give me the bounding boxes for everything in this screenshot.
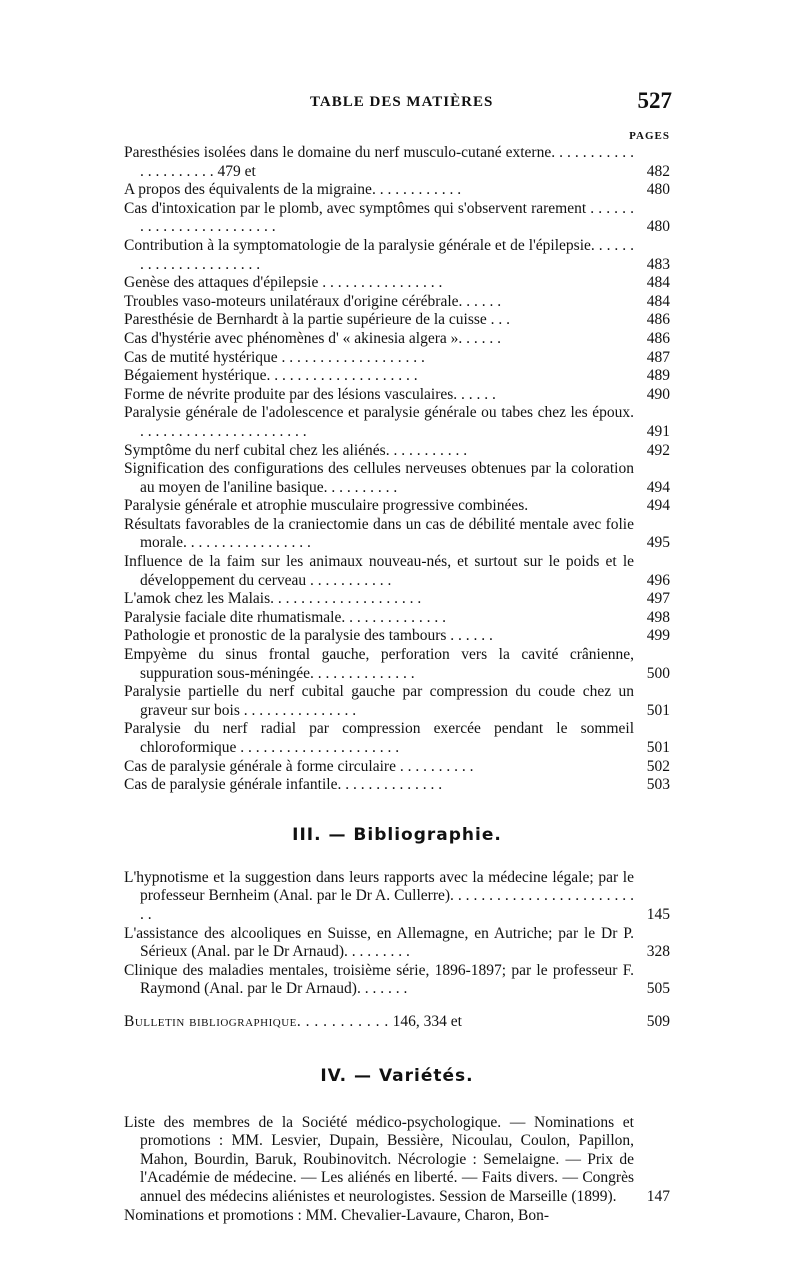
toc-entry-title: Influence de la faim sur les animaux nouveau-nés, et surtout sur le poids et le développement du cerveau . . . . . . . . . . . (124, 553, 634, 589)
toc-entry (124, 367, 670, 386)
toc-entry-page-number: 497 (646, 590, 670, 608)
toc-entry-title: Empyème du sinus frontal gauche, perforation vers la cavité crânienne, suppuration sous-méningée. . . . . . . . . . . . . . (124, 646, 634, 682)
toc-entry (124, 516, 670, 553)
running-head (124, 88, 670, 118)
toc-entry-page-number: 487 (646, 348, 670, 366)
toc-entry-title: Symptôme du nerf cubital chez les aliénés. . . . . . . . . . . (124, 441, 468, 459)
toc-entry-page-number: 483 (646, 255, 670, 273)
toc-entry-title: Cas de paralysie générale à forme circulaire . . . . . . . . . . (124, 757, 474, 775)
toc-entry-title: Paralysie générale de l'adolescence et paralysie générale ou tabes chez les époux. . . . . . . . . . . . . . . . . . . . . . . (124, 404, 634, 440)
running-title: TABLE DES MATIÈRES (310, 94, 494, 110)
toc-entry (124, 553, 670, 590)
toc-entry-page-number: 496 (646, 571, 670, 589)
toc-entry-page-number: 499 (646, 627, 670, 645)
toc-entries (124, 144, 670, 795)
toc-entry (124, 237, 670, 274)
toc-entry-title: Paralysie partielle du nerf cubital gauche par compression du coude chez un graveur sur bois . . . . . . . . . . . . . . . (124, 683, 634, 719)
bulletin-page-number: 509 (646, 1012, 670, 1030)
toc-entry-title: Liste des membres de la Société médico-psychologique. — Nominations et promotions : MM. Lesvier, Dupain, Bessière, Nicoulau, Coulon, Papillon, Mahon, Bourdin, Baruk, Roubinovitch. Nécrologie : Semelaigne. — Prix de l'Académie de médecine. — Les aliénés en liberté. — Faits divers. — Congrès annuel des médecins aliénistes et neurologistes. Session de Marseille (1899). (124, 1113, 634, 1205)
toc-entry-title: Cas d'hystérie avec phénomènes d' « akinesia algera ». . . . . . (124, 329, 502, 347)
toc-entry-title: Signification des configurations des cellules nerveuses obtenues par la coloration au moyen de l'aniline basique. . . . . . . . . . (124, 460, 634, 496)
toc-entry-page-number: 491 (646, 422, 670, 440)
toc-entries-bibliographie (124, 869, 670, 999)
toc-entry-title: Troubles vaso-moteurs unilatéraux d'origine cérébrale. . . . . . (124, 292, 502, 310)
toc-entry-page-number: 145 (646, 905, 670, 923)
toc-entry (124, 646, 670, 683)
toc-entry (124, 274, 670, 293)
toc-entry-page-number: 505 (646, 980, 670, 998)
toc-entry-title: Cas de mutité hystérique . . . . . . . . . . . . . . . . . . . (124, 348, 425, 366)
toc-entry-page-number: 495 (646, 534, 670, 552)
toc-entry-title: Résultats favorables de la craniectomie dans un cas de débilité mentale avec folie morale. . . . . . . . . . . . . . . . . (124, 515, 634, 552)
toc-entry (124, 349, 670, 368)
page-number: 527 (637, 88, 672, 113)
toc-entry-title: L'hypnotisme et la suggestion dans leurs rapports avec la médecine légale; par le professeur Bernheim (Anal. par le Dr A. Cullerre). . . . . . . . . . . . . . . . . . . . . . . . . . (124, 868, 634, 923)
toc-entry-title: Cas d'intoxication par le plomb, avec symptômes qui s'observent rarement . . . . . . . . . . . . . . . . . . . . . . . . (124, 199, 634, 236)
toc-entry-title: Paresthésies isolées dans le domaine du nerf musculo-cutané externe. . . . . . . . . . . . . . . . . . . . . 479 et (124, 144, 634, 180)
toc-entry-title: Clinique des maladies mentales, troisième série, 1896-1897; par le professeur F. Raymond (Anal. par le Dr Arnaud). . . . . . . (124, 961, 634, 998)
toc-entry (124, 442, 670, 461)
toc-entry (124, 460, 670, 497)
toc-entry-page-number: 500 (646, 664, 670, 682)
toc-entry (124, 293, 670, 312)
toc-entry (124, 386, 670, 405)
toc-entry-page-number: 494 (646, 497, 670, 515)
toc-entry (124, 627, 670, 646)
pages-column-label: PAGES (629, 130, 670, 142)
toc-entry (124, 590, 670, 609)
toc-entry-title: Nominations et promotions : MM. Chevalier-Lavaure, Charon, Bon- (124, 1206, 550, 1224)
toc-entry-title: Bégaiement hystérique. . . . . . . . . . . . . . . . . . . . (124, 367, 418, 385)
toc-entry (124, 925, 670, 962)
toc-entry-page-number: 486 (646, 311, 670, 329)
bulletin-label: Bulletin bibliographique. . . . . . . . . . . (124, 1012, 389, 1030)
toc-entry (124, 1114, 670, 1207)
toc-entry-page-number: 147 (646, 1187, 670, 1205)
toc-entry-page-number: 501 (646, 739, 670, 756)
toc-entry-page-number: 484 (646, 274, 670, 292)
toc-entry (124, 776, 670, 795)
toc-entry (124, 962, 670, 999)
page (124, 88, 670, 1225)
toc-entry-page-number: 482 (646, 162, 670, 180)
toc-entry (124, 869, 670, 925)
toc-entry (124, 330, 670, 349)
toc-entry-title: Cas de paralysie générale infantile. . . . . . . . . . . . . . (124, 776, 443, 794)
toc-entry-title: L'amok chez les Malais. . . . . . . . . . . . . . . . . . . . (124, 590, 422, 608)
toc-entry-page-number: 328 (646, 943, 670, 961)
section-heading-bibliographie: III. — Bibliographie. (292, 824, 502, 845)
toc-entry-title: Genèse des attaques d'épilepsie . . . . . . . . . . . . . . . . (124, 274, 443, 292)
toc-entry (124, 144, 670, 181)
bulletin-pages: 146, 334 et (392, 1012, 462, 1030)
toc-entry-title: Contribution à la symptomatologie de la paralysie générale et de l'épilepsie. . . . . . . . . . . . . . . . . . . . . . (124, 236, 634, 273)
toc-entry (124, 404, 670, 441)
toc-entry-title: Forme de névrite produite par des lésions vasculaires. . . . . . (124, 385, 496, 403)
toc-entry-title: Paresthésie de Bernhardt à la partie supérieure de la cuisse . . . (124, 311, 511, 329)
bulletin-entry (124, 1013, 670, 1032)
toc-entry (124, 200, 670, 237)
toc-entry-page-number: 480 (646, 218, 670, 236)
toc-entry-title: Paralysie générale et atrophie musculaire progressive combinées. (124, 497, 529, 515)
toc-entry-page-number: 484 (646, 292, 670, 310)
toc-entry (124, 181, 670, 200)
toc-entry-page-number: 502 (646, 757, 670, 775)
toc-entry (124, 497, 670, 516)
toc-entries-varietes (124, 1114, 670, 1226)
toc-entry (124, 758, 670, 777)
toc-entry-page-number: 490 (646, 385, 670, 403)
toc-entry-page-number: 489 (646, 367, 670, 385)
toc-entry-page-number: 501 (646, 701, 670, 719)
section-heading-varietes: IV. — Variétés. (320, 1065, 474, 1086)
toc-entry-page-number: 486 (646, 329, 670, 347)
toc-entry-page-number: 498 (646, 608, 670, 626)
toc-entry (124, 1207, 670, 1226)
toc-entry-title: Paralysie du nerf radial par compression exercée pendant le sommeil chloroformique . . . . . . . . . . . . . . . . . . . . . (124, 720, 634, 756)
toc-entry-page-number: 503 (646, 776, 670, 794)
toc-entry (124, 609, 670, 628)
toc-entry-title: A propos des équivalents de la migraine. . . . . . . . . . . . (124, 181, 462, 199)
toc-entry-page-number: 480 (646, 181, 670, 199)
toc-entry-title: L'assistance des alcooliques en Suisse, en Allemagne, en Autriche; par le Dr P. Sérieux (Anal. par le Dr Arnaud). . . . . . . . . (124, 924, 634, 961)
toc-entry-page-number: 492 (646, 441, 670, 459)
toc-entry (124, 683, 670, 720)
toc-entry (124, 311, 670, 330)
toc-entry-title: Paralysie faciale dite rhumatismale. . . . . . . . . . . . . . (124, 608, 446, 626)
toc-entry-title: Pathologie et pronostic de la paralysie des tambours . . . . . . (124, 627, 493, 645)
toc-entry-page-number: 494 (646, 478, 670, 496)
toc-entry (124, 720, 670, 757)
